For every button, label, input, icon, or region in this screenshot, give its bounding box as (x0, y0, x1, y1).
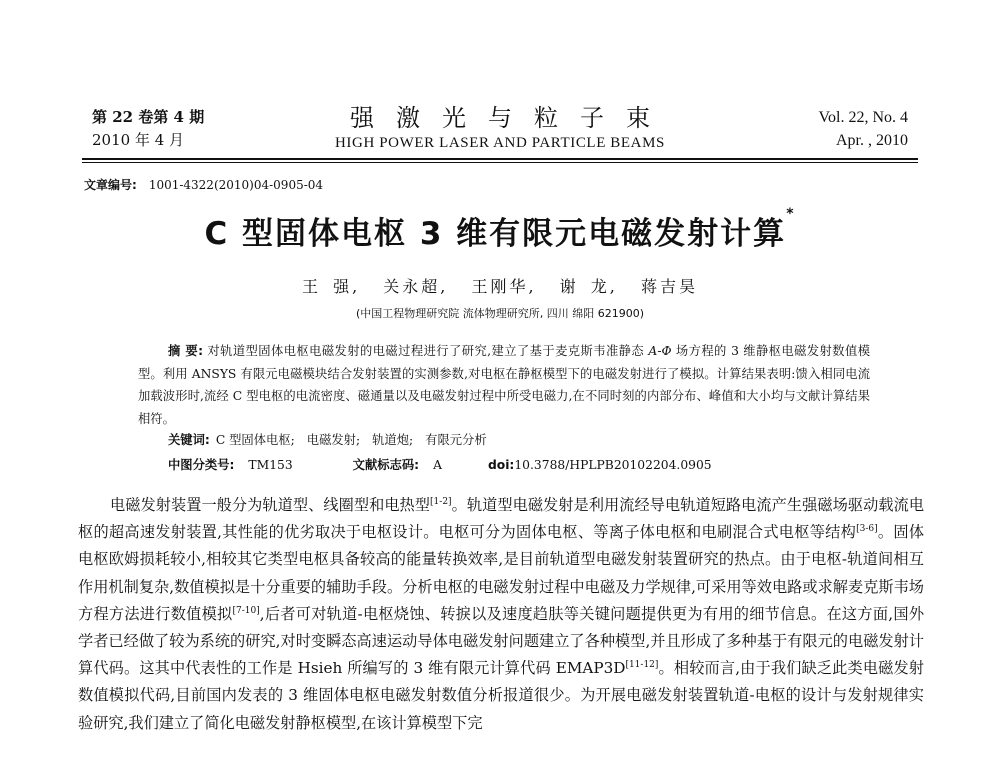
keyword: C 型固体电枢; (215, 433, 295, 447)
issue-info-en (819, 106, 909, 152)
author-list (0, 274, 1000, 297)
keywords-label: 关键词: (168, 433, 210, 447)
body-text (78, 492, 924, 737)
title-footnote-mark: * (786, 206, 796, 222)
header-rule-thick (82, 158, 918, 160)
doi-label: doi: (487, 458, 515, 472)
body-text-segment: 。轨道型电磁发射是利用流经导电轨道短路电流产生强磁场驱动载流电枢的超高速发射装置,其性能的优劣取决于电枢设计。电枢可分为固体电枢、等离子体电枢和电刷混合式电枢等结构 (78, 496, 925, 542)
affiliation: (中国工程物理研究院 流体物理研究所, 四川 绵阳 621900) (355, 307, 645, 320)
clc-label: 中图分类号: (168, 458, 235, 472)
date-cn: 2010 年 4 月 (92, 131, 185, 149)
author: 蒋吉昊 (640, 277, 698, 296)
body-text-segment: 电磁发射装置一般分为轨道型、线圈型和电热型 (110, 496, 431, 514)
journal-name-cn: 强激光与粒子束 (350, 104, 672, 132)
article-number-label: 文章编号: (84, 178, 137, 192)
abstract-text-part2: 场方程的 3 维静枢电磁发射数值模型。利用 ANSYS 有限元电磁模块结合发射装置的实测参数,对电枢在静枢模型下的电磁发射进行了模拟。计算结果表明:馈入相同电流加载波形时,流经 C 型电枢的电流密度、磁通量以及电磁发射过程中所受电磁力,在不同时刻的内部分布、峰值和大小均与文献计算结果相符。 (138, 344, 870, 426)
paper-title-text: C 型固体电枢 3 维有限元电磁发射计算 (204, 216, 787, 252)
body-text-segment: ,后者可对轨道-电枢烧蚀、转捩以及速度趋肤等关键问题提供更为有用的细节信息。在这方面,国外学者已经做了较为系统的研究,对时变瞬态高速运动导体电磁发射问题建立了各种模型,并且形成了多种基于有限元的电磁发射计算代码。这其中代表性的工作是 Hsieh 所编写的 3 维有限元计算代码 EMAP3D (78, 604, 925, 678)
author: 王 强, (302, 277, 361, 296)
abstract-symbol-phi: Φ (661, 344, 672, 358)
citation-ref: [3-6] (856, 524, 878, 535)
keywords (168, 430, 499, 450)
author: 王刚华, (471, 277, 537, 296)
doi-value: 10.3788/HPLPB20102204.0905 (514, 458, 712, 472)
citation-ref: [11-12] (625, 660, 659, 671)
classification-line (168, 455, 712, 475)
journal-name-en: HIGH POWER LASER AND PARTICLE BEAMS (335, 135, 665, 151)
abstract (138, 340, 870, 430)
volume-issue-cn: 第 22 卷第 4 期 (92, 108, 205, 126)
header-rule-thin (82, 162, 918, 163)
journal-header (92, 106, 908, 154)
article-number-value: 1001-4322(2010)04-0905-04 (148, 178, 324, 192)
author: 谢 龙, (559, 277, 618, 296)
doc-code-label: 文献标志码: (352, 458, 420, 472)
abstract-paragraph (138, 340, 870, 430)
abstract-symbol-a: A (648, 344, 658, 358)
date-en: Apr. , 2010 (836, 132, 908, 149)
keyword: 有限元分析 (425, 433, 487, 447)
keyword: 电磁发射; (306, 433, 361, 447)
body-text-segment: 。相较而言,由于我们缺乏此类电磁发射数值模拟代码,目前国内发表的 3 维固体电枢电磁发射数值分析报道很少。为开展电磁发射装置轨道-电枢的设计与发射规律实验研究,我们建立了简化电磁发射静枢模型,在该计算模型下完 (78, 659, 924, 732)
journal-name (92, 106, 908, 154)
abstract-label: 摘 要: (168, 344, 204, 358)
paper-title (0, 208, 1000, 253)
body-text-segment: 。固体电枢欧姆损耗较小,相较其它类型电枢具备较高的能量转换效率,是目前轨道型电磁发射装置研究的热点。由于电枢-轨道间相互作用机制复杂,数值模拟是十分重要的辅助手段。分析电枢的电磁发射过程中电磁及力学规律,可采用等效电路或求解麦克斯韦场方程方法进行数值模拟 (78, 523, 925, 623)
body-paragraph (78, 492, 924, 737)
article-number (84, 176, 323, 193)
citation-ref: [1-2] (430, 497, 452, 507)
clc-value: TM153 (248, 458, 293, 472)
author: 关永超, (383, 277, 449, 296)
abstract-text-part1: 对轨道型固体电枢电磁发射的电磁过程进行了研究,建立了基于麦克斯韦准静态 (203, 344, 649, 358)
citation-ref: [7-10] (232, 605, 260, 616)
doc-code-value: A (433, 458, 442, 472)
keyword: 轨道炮; (372, 433, 414, 447)
abstract-dash: - (657, 344, 662, 358)
volume-issue-en: Vol. 22, No. 4 (818, 109, 908, 126)
